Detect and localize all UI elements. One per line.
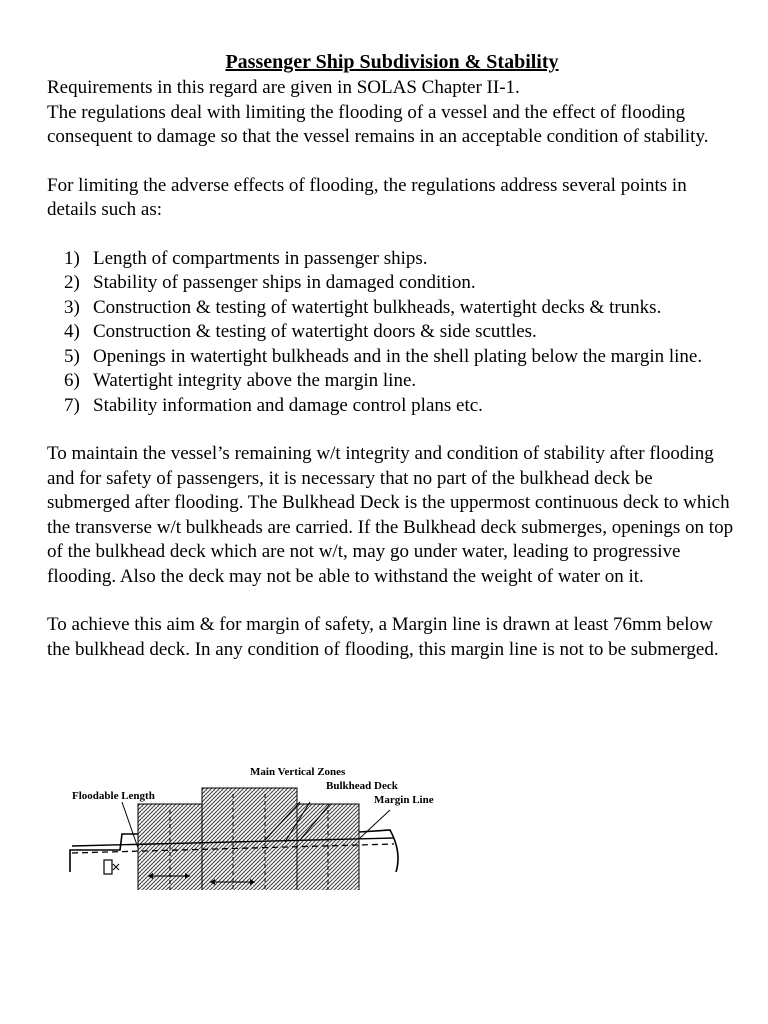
body-paragraph-margin-line: To achieve this aim & for margin of safety, a Margin line is drawn at least 76mm below the bulkhead deck. In any condition of flooding, this margin line is not to be submerged. <box>47 614 719 660</box>
list-item <box>64 394 737 419</box>
list-item-text: Openings in watertight bulkheads and in the shell plating below the margin line. <box>93 345 703 367</box>
list-item-number: 3) <box>64 296 80 318</box>
intro-line-1: Requirements in this regard are given in SOLAS Chapter II-1. <box>47 77 520 98</box>
list-item-number: 6) <box>64 370 80 391</box>
document-page <box>47 50 737 662</box>
paragraph-gap <box>47 418 737 442</box>
list-item <box>64 247 737 272</box>
leader-arrow <box>360 810 390 838</box>
ship-subdivision-diagram <box>60 760 460 890</box>
list-item-text: Stability information and damage control plans etc. <box>93 394 483 416</box>
label-margin-line: Margin Line <box>374 794 434 806</box>
list-item-text: Construction & testing of watertight bulkheads, watertight decks & trunks. <box>93 296 662 318</box>
midship-block <box>202 788 297 890</box>
list-item <box>64 369 737 394</box>
list-item-number: 2) <box>64 272 80 293</box>
leader-arrow <box>122 802 138 848</box>
list-item-text: Stability of passenger ships in damaged condition. <box>93 272 476 293</box>
list-item <box>64 271 737 296</box>
body-paragraph-bulkhead-deck: To maintain the vessel’s remaining w/t integrity and condition of stability after flooding and for safety of passengers, it is necessary that no part of the bulkhead deck be submerged after flooding. The Bulkhead Deck is the uppermost continuous deck to which the transverse w/t bulkheads are carried. If the Bulkhead deck submerges, openings on top of the bulkhead deck which are not w/t, may go under water, leading to progressive flooding. Also the deck may not be able to withstand the weight of water on it. <box>47 443 734 587</box>
list-item-text: Watertight integrity above the margin line. <box>93 370 417 391</box>
list-item-number: 7) <box>64 394 80 416</box>
label-main-vertical-zones: Main Vertical Zones <box>250 766 346 778</box>
list-item <box>64 296 737 321</box>
intro-line-2: The regulations deal with limiting the flooding of a vessel and the effect of flooding consequent to damage so that the vessel remains in an acceptable condition of stability. <box>47 101 709 147</box>
list-item <box>64 320 737 345</box>
list-item-text: Length of compartments in passenger ships. <box>93 247 428 269</box>
list-item-number: 4) <box>64 321 80 342</box>
list-item <box>64 345 737 370</box>
page-title: Passenger Ship Subdivision & Stability <box>225 51 559 73</box>
list-item-number: 5) <box>64 345 80 367</box>
label-bulkhead-deck: Bulkhead Deck <box>326 780 398 792</box>
bow-outline <box>359 830 398 872</box>
paragraph-gap <box>47 223 737 247</box>
paragraph-gap <box>47 150 737 174</box>
rudder-symbol <box>104 860 112 874</box>
propeller-symbol <box>113 864 119 870</box>
lead-paragraph: For limiting the adverse effects of flooding, the regulations address several points in details such as: <box>47 174 687 220</box>
list-item-text: Construction & testing of watertight doors & side scuttles. <box>93 321 537 342</box>
requirements-list <box>47 247 737 419</box>
ship-diagram-svg <box>60 760 460 890</box>
list-item-number: 1) <box>64 247 80 269</box>
label-floodable-length: Floodable Length <box>72 790 155 802</box>
paragraph-gap <box>47 589 737 613</box>
